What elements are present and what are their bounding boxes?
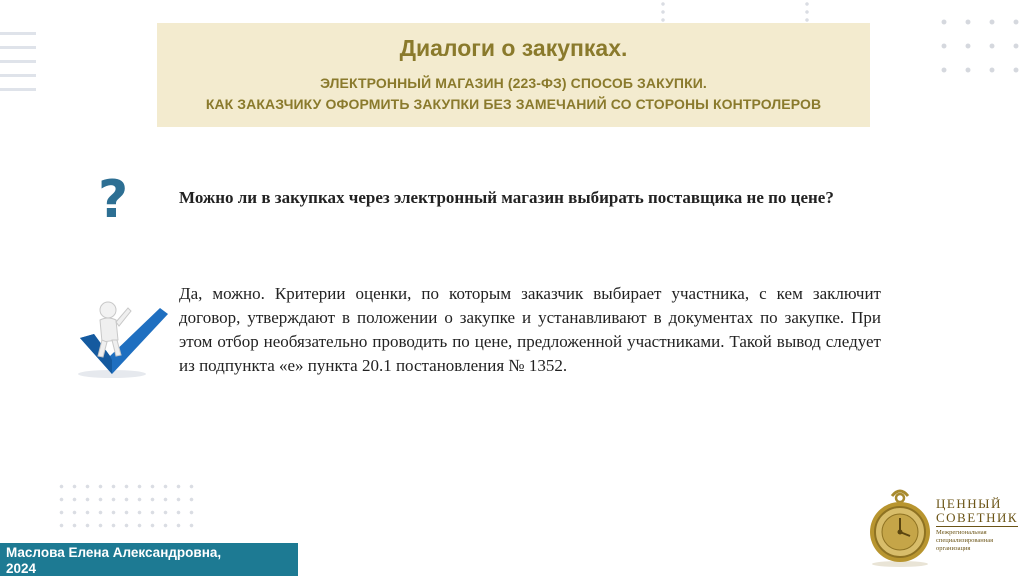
logo-tagline-3: организация [936, 545, 971, 552]
logo-name-line-2: СОВЕТНИК [936, 510, 1019, 525]
dot-grid-decoration [55, 480, 197, 530]
logo-divider [936, 526, 1018, 527]
logo-tagline-1: Межрегиональная [936, 529, 987, 536]
author-year: 2024 [6, 561, 37, 576]
answer-text: Да, можно. Критерии оценки, по которым заказчик выбирает участника, с кем заключит договор, утверждают в положении о закупке и устанавливают в документах по закупке. При этом отбор необязательно проводить по цене, предложенной участниками. Такой вывод следует из подпункта «е» пункта 20.1 постановления № 1352. [179, 284, 881, 375]
subtitle-line-1: ЭЛЕКТРОННЫЙ МАГАЗИН (223-ФЗ) СПОСОБ ЗАКУПКИ. [320, 75, 707, 91]
subtitle-line-2: КАК ЗАКАЗЧИКУ ОФОРМИТЬ ЗАКУПКИ БЕЗ ЗАМЕЧАНИЙ СО СТОРОНЫ КОНТРОЛЕРОВ [205, 96, 822, 112]
menu-line [0, 88, 36, 91]
logo-name-line-1: ЦЕННЫЙ [936, 496, 1002, 511]
question-text: Можно ли в закупках через электронный магазин выбирать поставщика не по цене? [179, 188, 834, 207]
question-mark-icon: ? [98, 170, 129, 230]
dot-column-decoration [805, 0, 809, 22]
logo-tagline-2: специализированная [936, 537, 994, 544]
pocket-watch-logo-icon [864, 488, 936, 568]
dot-grid-decoration [932, 10, 1022, 90]
menu-line [0, 74, 36, 77]
author-name: Маслова Елена Александровна, [6, 545, 222, 560]
menu-line [0, 60, 36, 63]
menu-line [0, 46, 36, 49]
dot-column-decoration [661, 0, 665, 22]
checkmark-figure-icon [72, 294, 172, 380]
author-bar [0, 543, 298, 576]
header-banner [157, 23, 870, 127]
page-title: Диалоги о закупках. [399, 35, 628, 61]
menu-line [0, 32, 36, 35]
